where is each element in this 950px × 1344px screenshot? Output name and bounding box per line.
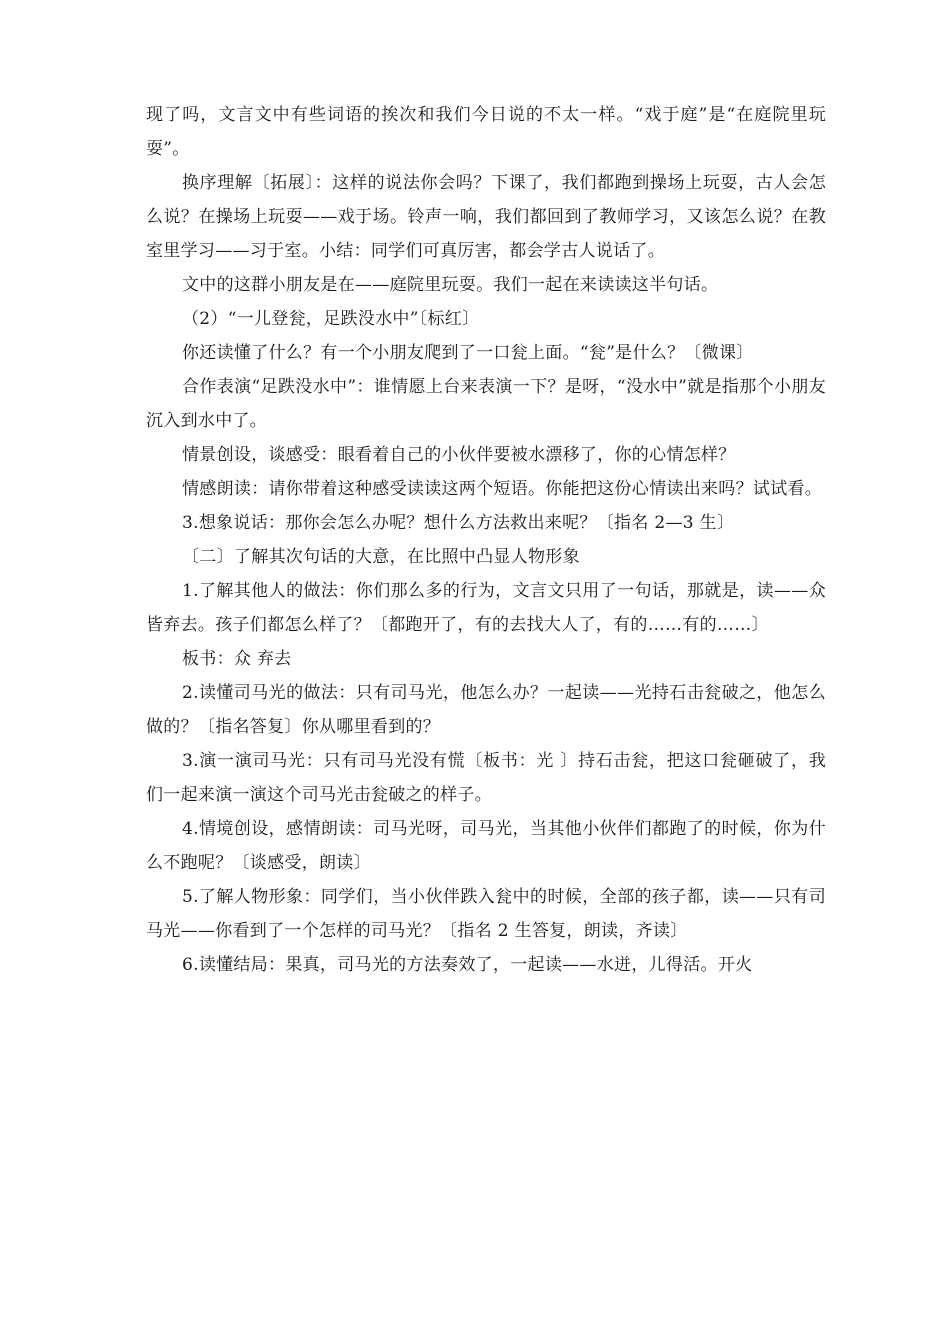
paragraph-1: 现了吗，文言文中有些词语的挨次和我们今日说的不太一样。“戏于庭”是“在庭院里玩耍”。 <box>146 105 826 159</box>
paragraph-3: 文中的这群小朋友是在——庭院里玩耍。我们一起在来读读这半句话。 <box>182 275 719 295</box>
paragraph-9: 3.想象说话：那你会怎么办呢？想什么方法救出来呢？〔指名 2—3 生〕 <box>182 513 735 533</box>
paragraph-8: 情感朗读：请你带着这种感受读读这两个短语。你能把这份心情读出来吗？试试看。 <box>182 479 823 499</box>
paragraph-6: 合作表演“足跌没水中”：谁情愿上台来表演一下？是呀，“没水中”就是指那个小朋友沉入到水中了。 <box>146 377 826 431</box>
paragraph-14: 3.演一演司马光：只有司马光没有慌〔板书：光 〕持石击瓮，把这口瓮砸破了，我们一起来演一演这个司马光击瓮破之的样子。 <box>146 751 826 805</box>
paragraph-2: 换序理解〔拓展〕：这样的说法你会吗？下课了，我们都跑到操场上玩耍，古人会怎么说？在操场上玩耍——戏于场。铃声一响，我们都回到了教师学习，又该怎么说？在教室里学习——习于室。小结：同学们可真厉害，都会学古人说话了。 <box>146 173 826 261</box>
paragraph-16: 5.了解人物形象：同学们，当小伙伴跌入瓮中的时候，全部的孩子都，读——只有司马光——你看到了一个怎样的司马光？〔指名 2 生答复，朗读，齐读〕 <box>146 887 826 941</box>
document-page <box>146 98 826 982</box>
paragraph-7: 情景创设，谈感受：眼看着自己的小伙伴要被水漂移了，你的心情怎样？ <box>182 445 736 465</box>
paragraph-12: 板书：众 弃去 <box>182 649 292 669</box>
paragraph-15: 4.情境创设，感情朗读：司马光呀，司马光，当其他小伙伴们都跑了的时候，你为什么不跑呢？〔谈感受，朗读〕 <box>146 819 826 873</box>
paragraph-10: 〔二〕了解其次句话的大意，在比照中凸显人物形象 <box>182 547 580 567</box>
paragraph-17: 6.读懂结局：果真，司马光的方法奏效了，一起读——水迸，儿得活。开火 <box>182 955 753 975</box>
paragraph-5: 你还读懂了什么？有一个小朋友爬到了一口瓮上面。“瓮”是什么？〔微课〕 <box>182 343 754 363</box>
paragraph-13: 2.读懂司马光的做法：只有司马光，他怎么办？一起读——光持石击瓮破之，他怎么做的？〔指名答复〕你从哪里看到的？ <box>146 683 826 737</box>
paragraph-4: （2）“一儿登瓮，足跌没水中”〔标红〕 <box>182 309 480 329</box>
paragraph-11: 1.了解其他人的做法：你们那么多的行为，文言文只用了一句话，那就是，读——众皆弃去。孩子们都怎么样了？〔都跑开了，有的去找大人了，有的……有的……〕 <box>146 581 826 635</box>
